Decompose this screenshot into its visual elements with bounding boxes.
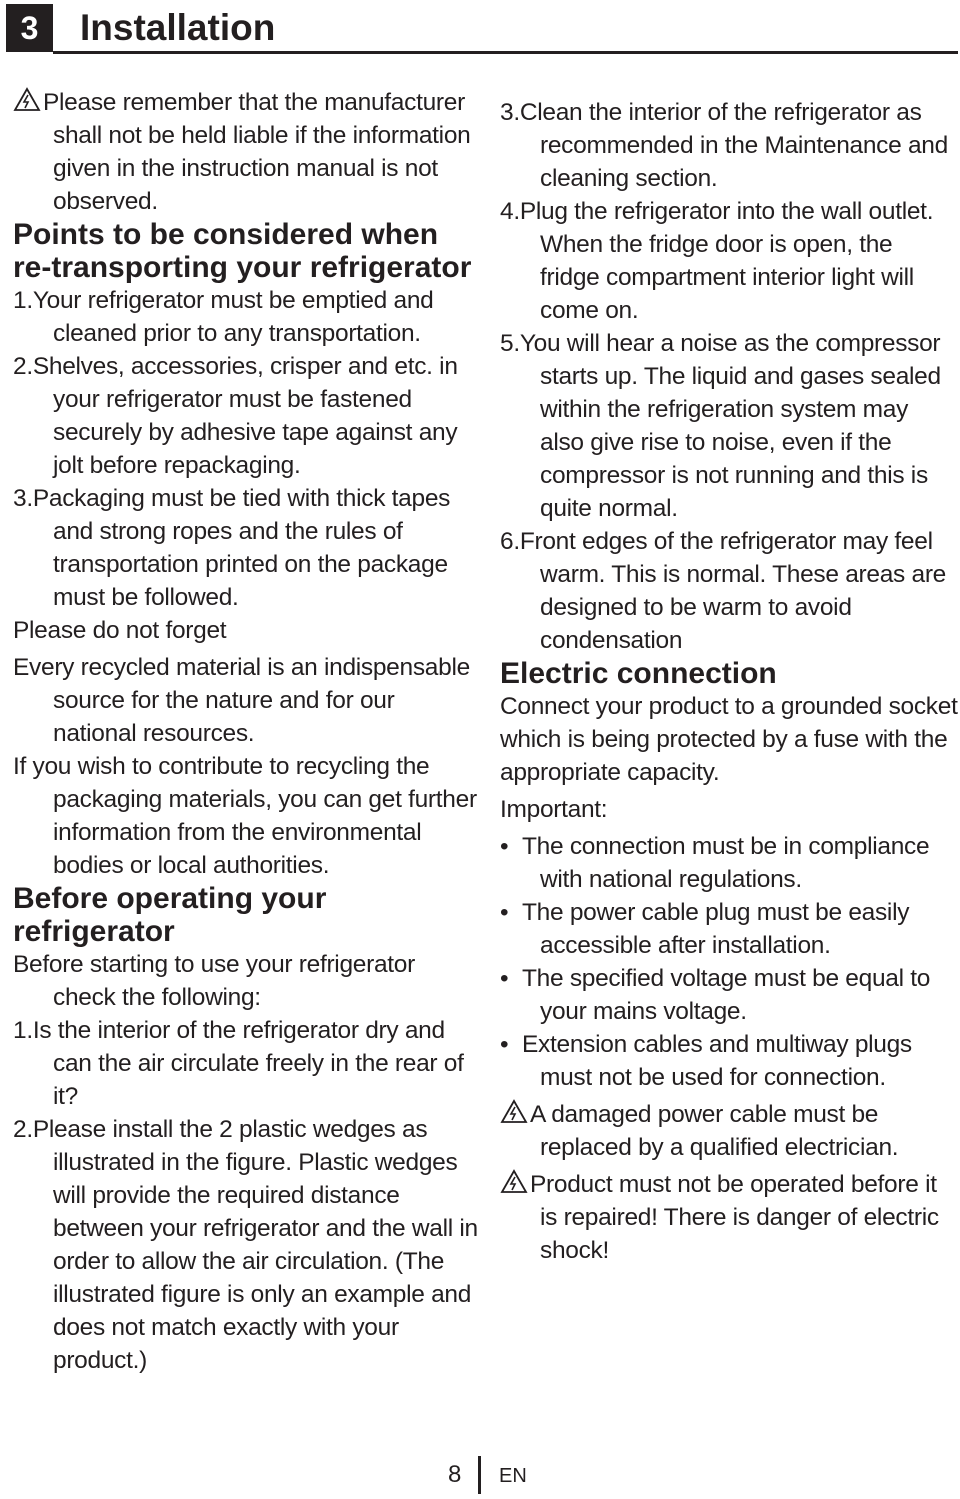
electric-warning-icon xyxy=(13,87,41,112)
bullet-text: The specified voltage must be equal to your mains voltage. xyxy=(522,965,931,1025)
bullet-text: The connection must be in compliance with national regulations. xyxy=(522,833,930,893)
recycling-text-2: If you wish to contribute to recycling the packaging materials, you can get further information from the environmental bodies or local authorities. xyxy=(13,753,477,879)
section-heading-electric: Electric connection xyxy=(500,657,777,690)
chapter-divider xyxy=(53,51,958,54)
list-item xyxy=(500,1028,958,1094)
list-item xyxy=(500,830,958,896)
warning-note-shock xyxy=(500,1168,958,1267)
before-operating-intro: Before starting to use your refrigerator check the following: xyxy=(13,951,415,1011)
check-step-4: 4.Plug the refrigerator into the wall outlet. When the fridge door is open, the fridge compartment interior light will come on. xyxy=(500,198,934,324)
bullet-icon: • xyxy=(500,965,509,992)
chapter-title: Installation xyxy=(80,7,276,48)
transport-step-2: 2.Shelves, accessories, crisper and etc. in your refrigerator must be fastened securely by adhesive tape against any jolt before repackaging. xyxy=(13,353,458,479)
right-column xyxy=(500,96,958,1267)
check-step-3: 3.Clean the interior of the refrigerator as recommended in the Maintenance and cleaning section. xyxy=(500,99,948,192)
page-number: 8 xyxy=(448,1461,462,1488)
list-item xyxy=(500,896,958,962)
bullet-icon: • xyxy=(500,1031,509,1058)
warning-note-power-cable xyxy=(500,1098,958,1164)
bullet-icon: • xyxy=(500,833,509,860)
warning-note-manufacturer xyxy=(13,86,483,218)
electric-intro: Connect your product to a grounded socket which is being protected by a fuse with the appropriate capacity. xyxy=(500,693,958,786)
language-code: EN xyxy=(499,1465,527,1487)
transport-step-1: 1.Your refrigerator must be emptied and cleaned prior to any transportation. xyxy=(13,287,434,347)
electric-warning-icon xyxy=(500,1099,528,1124)
bullet-icon: • xyxy=(500,899,509,926)
check-step-2: 2.Please install the 2 plastic wedges as illustrated in the figure. Plastic wedges will provide the required distance between your refrigerator and the wall in order to allow the air circulation. (The illustrated figure is only an example and does not match exactly with your product.) xyxy=(13,1116,478,1374)
important-label: Important: xyxy=(500,796,608,823)
warning-text: Please remember that the manufacturer shall not be held liable if the information given in the instruction manual is not observed. xyxy=(43,89,471,215)
footer-divider xyxy=(478,1456,481,1494)
transport-step-3: 3.Packaging must be tied with thick tapes and strong ropes and the rules of transportation printed on the package must be followed. xyxy=(13,485,451,611)
recycling-reminder: Please do not forget xyxy=(13,617,227,644)
check-step-6: 6.Front edges of the refrigerator may feel warm. This is normal. These areas are designed to be warm to avoid condensation xyxy=(500,528,947,654)
warning-text: A damaged power cable must be replaced by a qualified electrician. xyxy=(530,1101,899,1161)
section-heading-before-operating: Before operating your refrigerator xyxy=(13,882,327,948)
bullet-text: The power cable plug must be easily accessible after installation. xyxy=(522,899,910,959)
check-step-1: 1.Is the interior of the refrigerator dry and can the air circulate freely in the rear of it? xyxy=(13,1017,464,1110)
bullet-text: Extension cables and multiway plugs must not be used for connection. xyxy=(522,1031,912,1091)
electric-warning-icon xyxy=(500,1169,528,1194)
chapter-number: 3 xyxy=(6,4,53,52)
section-heading-transport: Points to be considered when re-transporting your refrigerator xyxy=(13,218,472,284)
recycling-text-1: Every recycled material is an indispensable source for the nature and for our national resources. xyxy=(13,654,470,747)
left-column xyxy=(13,86,483,1377)
check-step-5: 5.You will hear a noise as the compressor starts up. The liquid and gases sealed within the refrigeration system may also give rise to noise, even if the compressor is not running and this is quite normal. xyxy=(500,330,941,522)
list-item xyxy=(500,962,958,1028)
warning-text: Product must not be operated before it is repaired! There is danger of electric shock! xyxy=(530,1171,939,1264)
chapter-header xyxy=(0,0,960,56)
